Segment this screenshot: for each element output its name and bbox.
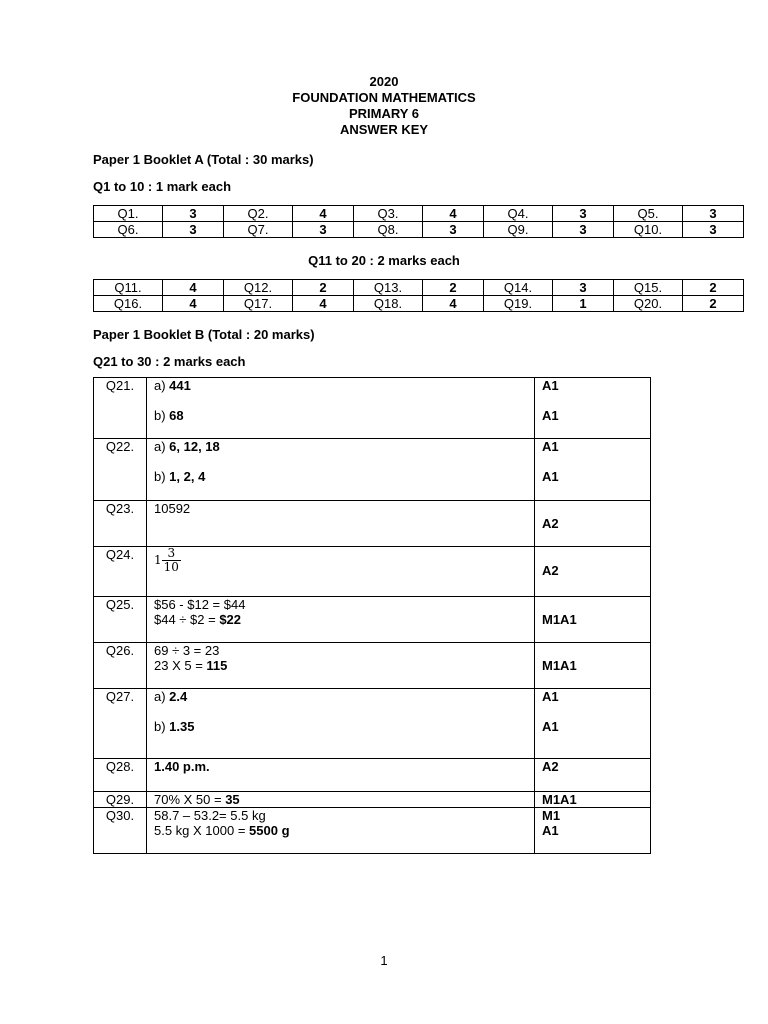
answer-cell: 2 [683, 296, 744, 312]
mark-value: A1 [542, 439, 559, 454]
working-line: 23 X 5 = [154, 658, 207, 673]
marks-cell [535, 501, 651, 547]
answer-cell [147, 808, 535, 854]
question-cell: Q12. [224, 280, 293, 296]
question-cell: Q2. [224, 206, 293, 222]
question-cell: Q9. [484, 222, 553, 238]
table-row [94, 296, 744, 312]
table-row [94, 378, 651, 439]
marks-cell [535, 643, 651, 689]
answer-cell: 4 [423, 296, 484, 312]
answer-cell [147, 547, 535, 597]
mark-value: A2 [542, 516, 559, 531]
table-row [94, 222, 744, 238]
mixed-number-whole: 1 [154, 553, 162, 567]
question-cell: Q19. [484, 296, 553, 312]
fraction [162, 547, 181, 574]
table-row [94, 808, 651, 854]
question-number: Q26. [94, 643, 147, 689]
table-row [94, 759, 651, 792]
answer-cell [147, 689, 535, 759]
answer-cell: 3 [683, 222, 744, 238]
answer-value: 115 [206, 658, 228, 673]
page-number: 1 [380, 953, 388, 968]
answer-value: 441 [169, 378, 191, 393]
mark-value: A1 [542, 719, 559, 734]
part-label: b) [154, 719, 170, 734]
answer-value: 68 [169, 408, 184, 423]
answer-cell [147, 643, 535, 689]
fraction-denominator: 10 [163, 560, 179, 574]
marks-cell [535, 597, 651, 643]
mark-value: A1 [542, 378, 559, 393]
answer-cell: 3 [163, 222, 224, 238]
part-label: a) [154, 689, 170, 704]
table-row [94, 643, 651, 689]
answer-cell: 4 [163, 296, 224, 312]
table-row [94, 792, 651, 808]
title-level: PRIMARY 6 [348, 106, 420, 121]
table-row [94, 597, 651, 643]
table-row [94, 206, 744, 222]
marks-cell: A2 [535, 759, 651, 792]
question-cell: Q15. [614, 280, 683, 296]
answer-cell: 4 [293, 206, 354, 222]
answer-cell: 3 [683, 206, 744, 222]
answer-cell [147, 378, 535, 439]
working-line: 5.5 kg X 1000 = [154, 823, 250, 838]
table-row [94, 547, 651, 597]
answer-cell: 2 [293, 280, 354, 296]
marks-cell: M1A1 [535, 792, 651, 808]
mark-value: M1A1 [542, 612, 577, 627]
mark-value: M1 [542, 808, 561, 823]
answer-cell: 2 [423, 280, 484, 296]
question-number: Q24. [94, 547, 147, 597]
question-number: Q22. [94, 439, 147, 501]
answers-q21-30-table [93, 377, 651, 854]
answer-cell: 3 [423, 222, 484, 238]
working-line: 70% X 50 = [154, 792, 226, 807]
answer-cell [147, 792, 535, 808]
answer-cell: 4 [293, 296, 354, 312]
answer-value: $22 [219, 612, 242, 627]
mark-value: M1A1 [542, 658, 577, 673]
answer-value: 35 [225, 792, 240, 807]
answer-cell: 4 [163, 280, 224, 296]
question-cell: Q11. [94, 280, 163, 296]
answer-cell: 3 [163, 206, 224, 222]
answer-cell: 3 [293, 222, 354, 238]
answers-q11-20-table [93, 279, 744, 312]
marks-cell [535, 547, 651, 597]
q1-10-heading: Q1 to 10 : 1 mark each [93, 179, 232, 194]
question-number: Q23. [94, 501, 147, 547]
table-row [94, 689, 651, 759]
question-cell: Q13. [354, 280, 423, 296]
booklet-b-heading: Paper 1 Booklet B (Total : 20 marks) [93, 327, 315, 342]
part-label: b) [154, 469, 170, 484]
marks-cell [535, 378, 651, 439]
question-cell: Q14. [484, 280, 553, 296]
mark-value: A1 [542, 408, 559, 423]
question-cell: Q1. [94, 206, 163, 222]
working-line: $56 - $12 = $44 [154, 597, 246, 612]
question-cell: Q17. [224, 296, 293, 312]
table-row [94, 439, 651, 501]
question-number: Q25. [94, 597, 147, 643]
answer-cell: 3 [553, 280, 614, 296]
answer-value: 6, 12, 18 [169, 439, 220, 454]
answer-cell [147, 597, 535, 643]
question-number: Q30. [94, 808, 147, 854]
marks-cell [535, 808, 651, 854]
answer-cell: 3 [553, 206, 614, 222]
document-title [0, 74, 768, 138]
part-label: a) [154, 378, 170, 393]
question-cell: Q5. [614, 206, 683, 222]
question-cell: Q7. [224, 222, 293, 238]
working-line: 58.7 – 53.2= 5.5 kg [154, 808, 266, 823]
table-row [94, 501, 651, 547]
question-cell: Q3. [354, 206, 423, 222]
question-cell: Q6. [94, 222, 163, 238]
answer-cell [147, 439, 535, 501]
mark-value: A1 [542, 823, 559, 838]
mark-value: A1 [542, 689, 559, 704]
marks-cell [535, 439, 651, 501]
q21-30-heading: Q21 to 30 : 2 marks each [93, 354, 246, 369]
answer-value: 2.4 [169, 689, 188, 704]
part-label: a) [154, 439, 170, 454]
question-number: Q27. [94, 689, 147, 759]
answers-q1-10-table [93, 205, 744, 238]
answer-cell: 10592 [147, 501, 535, 547]
title-subject: FOUNDATION MATHEMATICS [292, 90, 476, 105]
answer-cell [147, 759, 535, 792]
marks-cell [535, 689, 651, 759]
mark-value: A2 [542, 563, 559, 578]
table-row [94, 280, 744, 296]
title-answer-key: ANSWER KEY [339, 122, 429, 137]
fraction-numerator: 3 [162, 547, 181, 561]
q11-20-heading: Q11 to 20 : 2 marks each [308, 253, 460, 268]
question-cell: Q18. [354, 296, 423, 312]
mark-value: A1 [542, 469, 559, 484]
part-label: b) [154, 408, 170, 423]
booklet-a-heading: Paper 1 Booklet A (Total : 30 marks) [93, 152, 314, 167]
answer-cell: 3 [553, 222, 614, 238]
answer-value: 1.40 p.m. [154, 759, 210, 774]
answer-cell: 4 [423, 206, 484, 222]
question-cell: Q4. [484, 206, 553, 222]
answer-value: 1.35 [169, 719, 195, 734]
answer-cell: 1 [553, 296, 614, 312]
question-cell: Q16. [94, 296, 163, 312]
answer-value: 5500 g [249, 823, 290, 838]
working-line: $44 ÷ $2 = [154, 612, 220, 627]
question-number: Q28. [94, 759, 147, 792]
answer-value: 1, 2, 4 [169, 469, 206, 484]
question-number: Q21. [94, 378, 147, 439]
question-cell: Q8. [354, 222, 423, 238]
question-cell: Q20. [614, 296, 683, 312]
title-year: 2020 [369, 74, 399, 89]
question-number: Q29. [94, 792, 147, 808]
working-line: 69 ÷ 3 = 23 [154, 643, 220, 658]
answer-cell: 2 [683, 280, 744, 296]
question-cell: Q10. [614, 222, 683, 238]
